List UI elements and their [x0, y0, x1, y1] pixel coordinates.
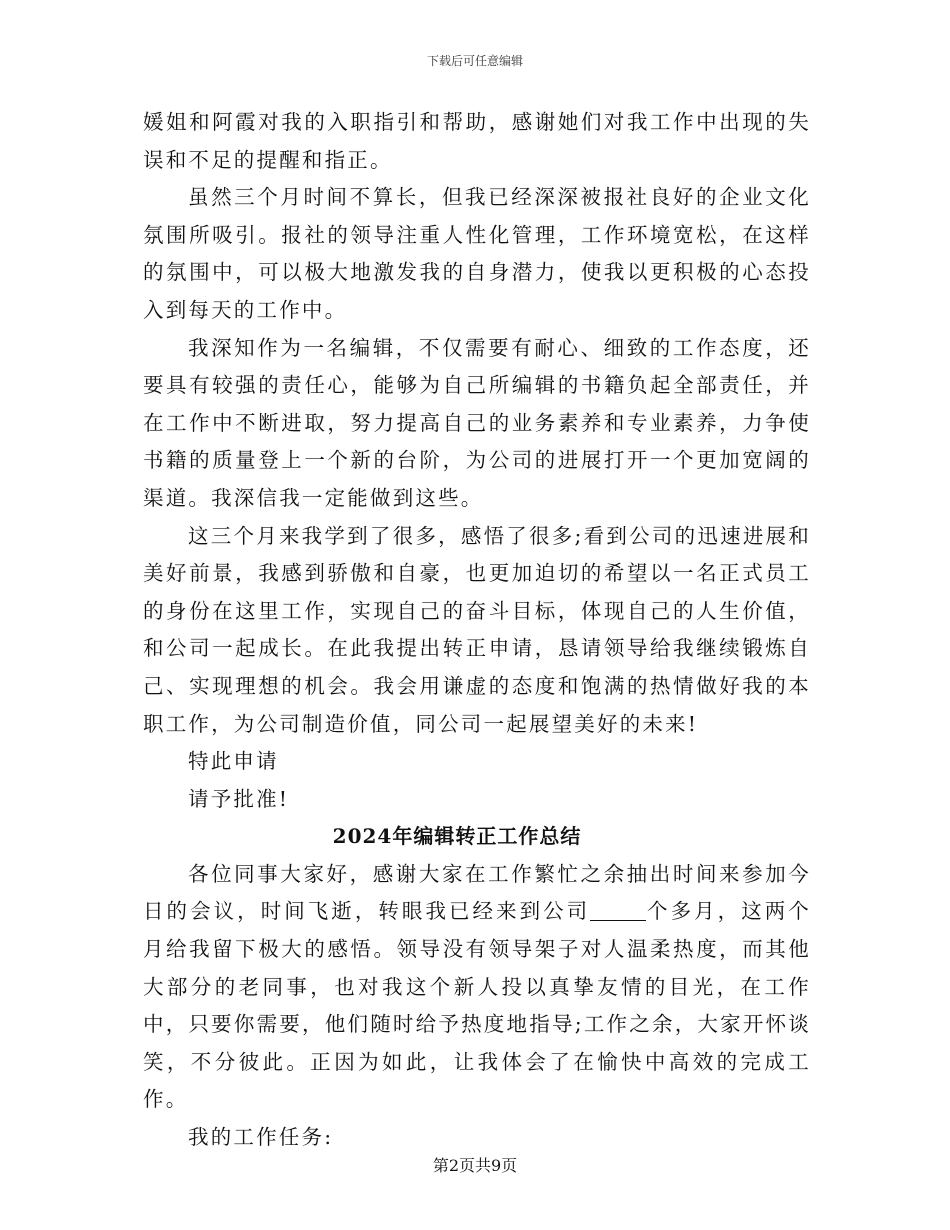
section-paragraph-1-end: 个多月，这两个月给我留下极大的感悟。领导没有领导架子对人温柔热度，而其他大部分的老同事，也对我这个新人投以真挚友情的目光，在工作中，只要你需要，他们随时给予热度地指导;工作之余，大家开怀谈笑，不分彼此。正因为如此，让我体会了在愉快中高效的完成工作。	[143, 899, 811, 1112]
closing-line-1: 特此申请	[188, 749, 279, 774]
paragraph-1: 媛姐和阿霞对我的入职指引和帮助，感谢她们对我工作中出现的失误和不足的提醒和指正。	[143, 110, 811, 172]
paragraph-3: 我深知作为一名编辑，不仅需要有耐心、细致的工作态度，还要具有较强的责任心，能够为自己所编辑的书籍负起全部责任，并在工作中不断进取，努力提高自己的业务素养和专业素养，力争使书籍的质量登上一个新的台阶，为公司的进展打开一个更加宽阔的渠道。我深信我一定能做到这些。	[143, 335, 811, 510]
paragraph-4: 这三个月来我学到了很多，感悟了很多;看到公司的迅速进展和美好前景，我感到骄傲和自豪，也更加迫切的希望以一名正式员工的身份在这里工作，实现自己的奋斗目标，体现自己的人生价值，和公司一起成长。在此我提出转正申请，恳请领导给我继续锻炼自己、实现理想的机会。我会用谦虚的态度和饱满的热情做好我的本职工作，为公司制造价值，同公司一起展望美好的未来!	[143, 523, 811, 736]
paragraph-2: 虽然三个月时间不算长，但我已经深深被报社良好的企业文化氛围所吸引。报社的领导注重人性化管理，工作环境宽松，在这样的氛围中，可以极大地激发我的自身潜力，使我以更积极的心态投入到每天的工作中。	[143, 185, 811, 322]
page-number: 第2页共9页	[432, 1156, 518, 1175]
section-paragraph-2: 我的工作任务:	[188, 1125, 334, 1150]
section-title: 2024年编辑转正工作总结	[332, 824, 582, 849]
document-body	[143, 104, 811, 1157]
page-header: 下载后可任意编辑	[426, 54, 523, 68]
section-paragraph-1	[143, 856, 811, 1119]
section-paragraph-1-start: 各位同事大家好，感谢大家在工作繁忙之余抽出时间来参加今日的会议，时间飞逝，转眼我已经来到公司	[143, 861, 811, 924]
fill-in-blank	[590, 902, 646, 921]
closing-line-2: 请予批准!	[188, 786, 290, 811]
